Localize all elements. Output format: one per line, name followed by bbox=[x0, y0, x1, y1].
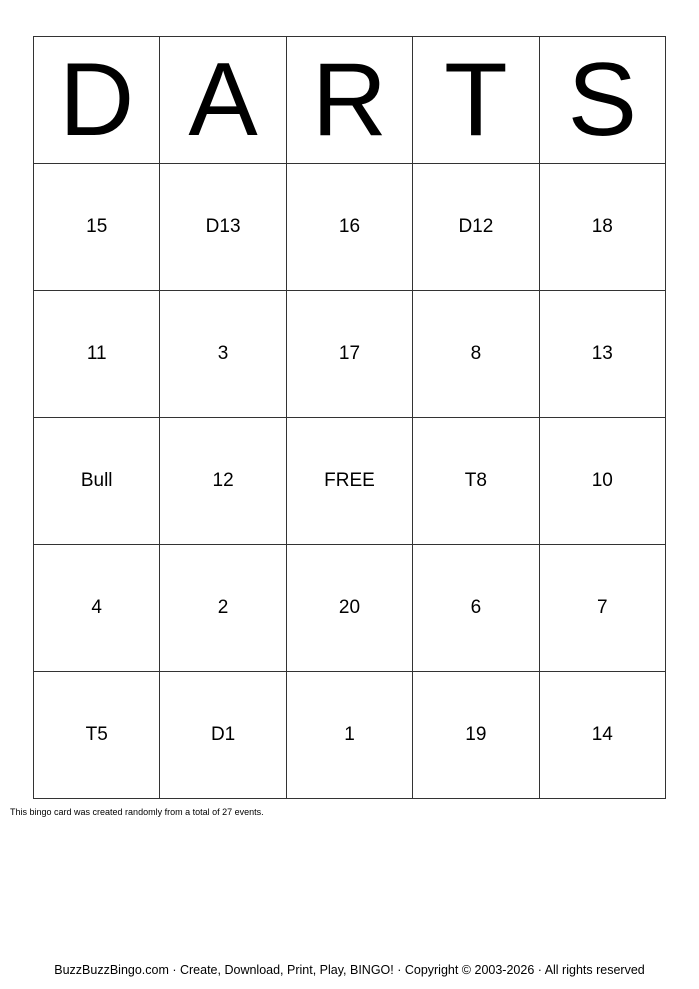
free-space-cell: FREE bbox=[286, 418, 412, 545]
card-cell: 12 bbox=[160, 418, 286, 545]
card-cell: 1 bbox=[286, 672, 412, 799]
card-cell: 11 bbox=[34, 291, 160, 418]
card-row-2 bbox=[34, 291, 666, 418]
card-cell: 15 bbox=[34, 164, 160, 291]
card-cell: 4 bbox=[34, 545, 160, 672]
card-cell: 2 bbox=[160, 545, 286, 672]
card-cell: 17 bbox=[286, 291, 412, 418]
card-cell: Bull bbox=[34, 418, 160, 545]
header-cell-d: D bbox=[34, 37, 160, 164]
card-cell: D12 bbox=[413, 164, 539, 291]
card-cell: 13 bbox=[539, 291, 665, 418]
card-cell: 19 bbox=[413, 672, 539, 799]
card-cell: 7 bbox=[539, 545, 665, 672]
card-cell: D1 bbox=[160, 672, 286, 799]
card-row-5 bbox=[34, 672, 666, 799]
card-row-3 bbox=[34, 418, 666, 545]
card-cell: 6 bbox=[413, 545, 539, 672]
header-row bbox=[34, 37, 666, 164]
header-cell-s: S bbox=[539, 37, 665, 164]
card-note: This bingo card was created randomly from a total of 27 events. bbox=[10, 807, 264, 817]
card-cell: 20 bbox=[286, 545, 412, 672]
bingo-card bbox=[33, 36, 666, 799]
page-footer: BuzzBuzzBingo.com · Create, Download, Print, Play, BINGO! · Copyright © 2003-2026 · All rights reserved bbox=[54, 963, 645, 977]
header-cell-a: A bbox=[160, 37, 286, 164]
card-cell: D13 bbox=[160, 164, 286, 291]
card-cell: T8 bbox=[413, 418, 539, 545]
card-cell: T5 bbox=[34, 672, 160, 799]
card-row-1 bbox=[34, 164, 666, 291]
card-row-4 bbox=[34, 545, 666, 672]
card-cell: 14 bbox=[539, 672, 665, 799]
card-cell: 3 bbox=[160, 291, 286, 418]
card-cell: 8 bbox=[413, 291, 539, 418]
card-cell: 16 bbox=[286, 164, 412, 291]
card-cell: 10 bbox=[539, 418, 665, 545]
header-cell-t: T bbox=[413, 37, 539, 164]
header-cell-r: R bbox=[286, 37, 412, 164]
card-cell: 18 bbox=[539, 164, 665, 291]
